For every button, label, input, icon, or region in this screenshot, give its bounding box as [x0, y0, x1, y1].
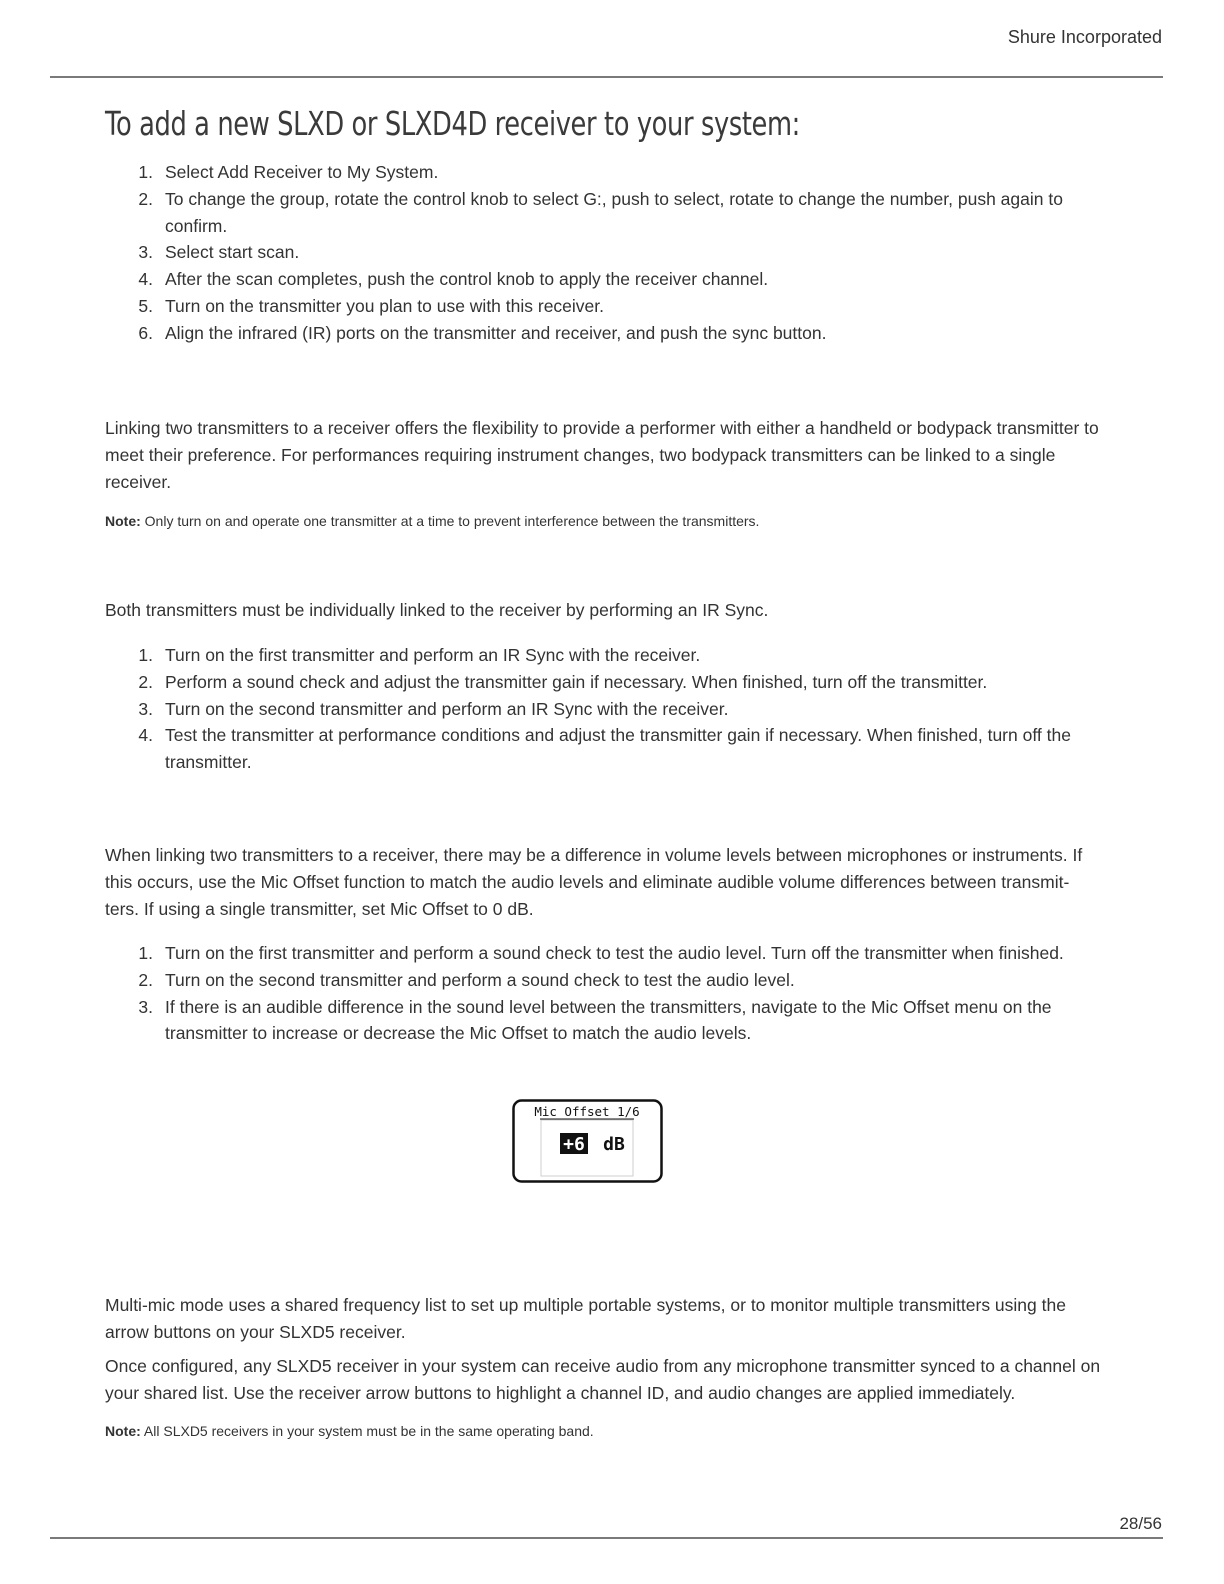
header-company-name: Shure Incorporated: [1007, 27, 1162, 47]
note-label: Note:: [105, 1423, 141, 1439]
step-number: 4.: [138, 725, 153, 746]
note-label: Note:: [105, 513, 141, 529]
list-item: [105, 159, 1105, 186]
list-item: [105, 669, 1105, 696]
note-text: Only turn on and operate one transmitter at a time to prevent interference between the transmitters.: [144, 513, 760, 529]
step-number: 3.: [138, 996, 153, 1017]
page-number: 28/56: [1119, 1514, 1162, 1533]
step-text: Select Add Receiver to My System.: [165, 162, 439, 182]
step-number: 1.: [138, 645, 153, 665]
step-text: Test the transmitter at performance conditions and adjust the transmitter gain if necessary. When finished, turn off the transmitter.: [165, 725, 1071, 773]
step-text: Turn on the first transmitter and perform an IR Sync with the receiver.: [165, 645, 701, 665]
list-item: [105, 320, 1105, 347]
step-text: Perform a sound check and adjust the transmitter gain if necessary. When finished, turn off the transmitter.: [165, 671, 988, 692]
footer-divider: [50, 1537, 1163, 1539]
step-text: Turn on the first transmitter and perform a sound check to test the audio level. Turn off the transmitter when finished.: [165, 943, 1064, 963]
list-item: [105, 642, 1105, 669]
step-number: 2.: [138, 188, 153, 209]
list-item: [105, 266, 1105, 293]
linking-paragraph: Linking two transmitters to a receiver offers the flexibility to provide a performer with either a handheld or bodypack transmitter to meet their preference. For performances requiring instrument changes, two bodypack transmitters can be linked to a single receiver.: [105, 418, 1099, 492]
mic-offset-paragraph-line: ters. If using a single transmitter, set Mic Offset to 0 dB.: [105, 898, 534, 919]
step-number: 1.: [138, 943, 153, 963]
note-text: All SLXD5 receivers in your system must be in the same operating band.: [143, 1423, 594, 1439]
step-text: If there is an audible difference in the sound level between the transmitters, navigate to the Mic Offset menu on the transmitter to increase or decrease the Mic Offset to match the audio levels.: [165, 996, 1052, 1044]
mic-offset-paragraph-line: When linking two transmitters to a receiver, there may be a difference in volume levels between microphones or instruments. If: [105, 845, 1083, 865]
mic-offset-steps-list: [105, 940, 1105, 1047]
step-text: Select start scan.: [165, 242, 300, 263]
step-text: After the scan completes, push the control knob to apply the receiver channel.: [165, 269, 769, 290]
step-number: 5.: [138, 295, 153, 316]
lcd-value: +6: [563, 1134, 585, 1155]
step-text: To change the group, rotate the control knob to select G:, push to select, rotate to change the number, push again to confirm.: [165, 188, 1063, 236]
step-number: 6.: [138, 322, 153, 343]
mic-offset-paragraph-line: this occurs, use the Mic Offset function to match the audio levels and eliminate audible volume differences between transmit-: [105, 871, 1070, 892]
multi-mic-config-paragraph-block: [105, 1353, 1105, 1407]
step-text: Turn on the second transmitter and perform a sound check to test the audio level.: [165, 969, 795, 990]
note-block: [105, 511, 1105, 531]
step-number: 2.: [138, 969, 153, 990]
add-receiver-steps-list: [105, 159, 1105, 347]
lcd-title: Mic Offset 1/6: [534, 1104, 640, 1119]
step-number: 4.: [138, 269, 153, 290]
multi-mic-paragraph: Multi-mic mode uses a shared frequency list to set up multiple portable systems, or to monitor multiple transmitters using the arrow buttons on your SLXD5 receiver.: [105, 1295, 1066, 1342]
multi-mic-config-paragraph: Once configured, any SLXD5 receiver in your system can receive audio from any microphone transmitter synced to a channel on your shared list. Use the receiver arrow buttons to highlight a channel ID, and audio changes are applied immediately.: [105, 1356, 1101, 1403]
ir-sync-intro-block: [105, 597, 1105, 624]
step-number: 2.: [138, 671, 153, 692]
ir-sync-intro: Both transmitters must be individually linked to the receiver by performing an IR Sync.: [105, 600, 769, 620]
step-text: Align the infrared (IR) ports on the transmitter and receiver, and push the sync button.: [165, 322, 827, 343]
step-number: 3.: [138, 698, 153, 719]
list-item: [105, 239, 1105, 266]
header-divider: [50, 76, 1163, 78]
ir-sync-steps-list: [105, 642, 1105, 776]
list-item: [105, 940, 1105, 967]
note: [105, 511, 1105, 531]
list-item: [105, 186, 1105, 240]
step-number: 1.: [138, 162, 153, 182]
lcd-screen: [512, 1099, 664, 1183]
section-title: To add a new SLXD or SLXD4D receiver to your system:: [105, 104, 800, 143]
linking-paragraph-block: [105, 415, 1105, 495]
step-text: Turn on the second transmitter and perform an IR Sync with the receiver.: [165, 698, 729, 719]
note: [105, 1421, 1105, 1441]
step-text: Turn on the transmitter you plan to use with this receiver.: [165, 295, 605, 316]
list-item: [105, 293, 1105, 320]
list-item: [105, 696, 1105, 723]
mic-offset-paragraph-block: [105, 842, 1105, 922]
multi-mic-paragraph-block: [105, 1292, 1105, 1346]
lcd-unit: dB: [603, 1134, 625, 1155]
mic-offset-lcd-illustration: [512, 1099, 664, 1188]
list-item: [105, 994, 1105, 1048]
band-note-block: [105, 1421, 1105, 1441]
step-number: 3.: [138, 242, 153, 263]
list-item: [105, 722, 1105, 776]
list-item: [105, 967, 1105, 994]
